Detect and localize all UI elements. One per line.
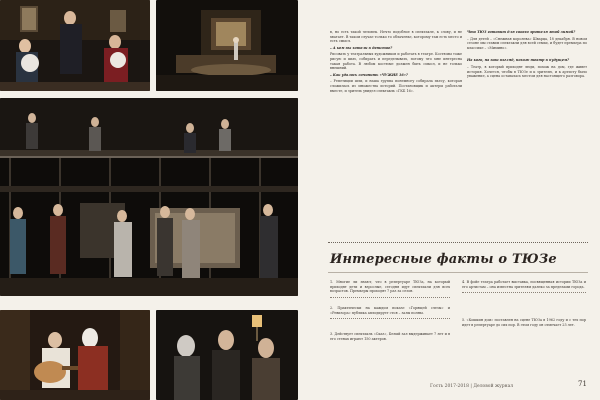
photo-dark-set-top	[156, 0, 298, 91]
interview-question: На кого, на ваш взгляд, похож театр в будущем?	[467, 58, 570, 63]
fact-separator	[462, 292, 586, 293]
fact-separator	[330, 297, 450, 298]
interview-question: Что ТЮЗ готовит для своего зрителя этой зимой?	[467, 30, 576, 34]
article-paragraph: в, но есть такой человек. Нечто подобное в спектакле, к слову, и не хватает. В таком случае только то облаченье, которому там есть место и есть смысл.	[330, 30, 462, 44]
fact-item-2	[330, 306, 450, 319]
article-paragraph: Рисовать у театральных художников и работать в театре. Костюмы тоже рисую и шью, собирать и переделывать, потому что мне интересна такая работа. В любом костюме должен быть смысл, и не только внешний.	[330, 52, 462, 71]
photo-crowd-scene	[156, 310, 298, 400]
fact-text: 3. Действует спектакль «Сказ», Белый зал выдерживает 7 лет и в его стенах играют 150 актеров.	[330, 332, 450, 341]
fact-separator	[330, 318, 450, 319]
article-paragraph: – Театр, в который приходят люди, похож на дом, где живет история. Хочется, чтобы в ТЮЗе и к зрителю, и к артисту было уважение, а сцена оставалась местом для настоящего разговора.	[467, 64, 587, 79]
magazine-issue-footer: Гость 2017-2018 | Деловой журнал	[430, 384, 514, 389]
fact-text: 5. «Кошкин дом» поставлен на сцене ТЮЗа в 1962 году и с тех пор идет в репертуаре до сих пор. В этом году он отмечает 25 лет.	[462, 318, 586, 327]
section-heading: Интересные факты о ТЮЗе	[330, 252, 557, 267]
fact-item-4	[462, 280, 586, 293]
photo-actors-top-left	[0, 0, 150, 91]
photo-scaffold-set	[0, 98, 298, 296]
fact-text: 4. В фойе театра работает выставка, посвященная истории ТЮЗа и его артистам – она известна зрителям далеко за пределами города.	[462, 280, 586, 289]
fact-item-1	[330, 280, 450, 298]
article-paragraph: – Репетиции шли, и наша группа понемногу собирала пьесу, которая сложилась из множества историй. Постановщик и актеры работали вместе, и зритель увидел спектакль «ГКБ 16».	[330, 79, 462, 93]
article-column-2	[467, 30, 587, 81]
interview-question: – А кем вы хотели в детстве?	[330, 45, 393, 50]
section-divider	[328, 242, 588, 243]
fact-item-3	[330, 332, 450, 341]
heading-underline	[328, 272, 588, 273]
article-column-1	[330, 30, 462, 95]
fact-item-5	[462, 318, 586, 327]
article-paragraph: – Для детей – «Снежная королева» Шварца, 18 декабря. В новом сезоне мы ставим спектакли для всей семьи, и будет премьера по классике – «Мимино».	[467, 36, 587, 50]
photo-guitar-player	[0, 310, 150, 400]
page-number: 71	[578, 380, 587, 388]
fact-text: 2. Практически на каждом показе «Горящей слезы» и «Ревизора» публика аплодирует стоя – залы полны.	[330, 306, 450, 315]
interview-question: – Как удалось сочинить «ЧУЖИЕ 16»?	[330, 72, 408, 77]
fact-text: 1. Многие ли знают, что в репертуаре ТЮЗа, на который приходят дети и взрослые, сегодня идут спектакли для всех возрастов. Премьеры проходят 7 раз за сезон.	[330, 280, 450, 294]
